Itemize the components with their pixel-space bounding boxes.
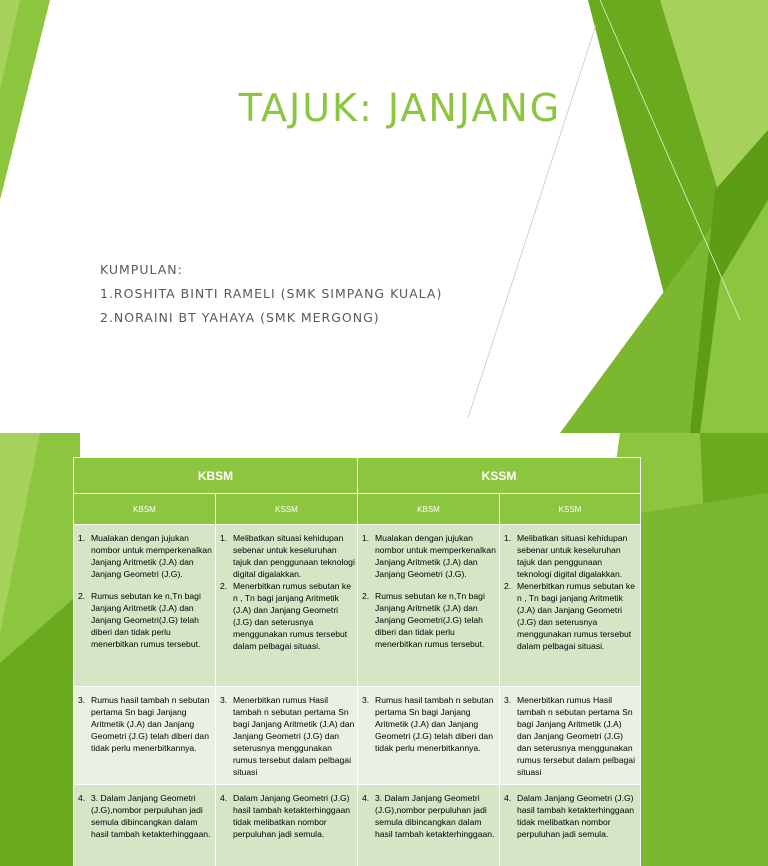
header-kssm: KSSM (358, 458, 641, 494)
member-2: 2.NORAINI BT YAHAYA (SMK MERGONG) (100, 310, 380, 325)
table-cell: 3. Rumus hasil tambah n sebutan pertama Sn bagi Janjang Aritmetik (J.A) dan Janjang Geometri (J.G) telah diberi dan tidak perlu menerbitkannya. (74, 687, 216, 785)
page-title: TAJUK: JANJANG (238, 86, 562, 130)
group-label: KUMPULAN: (100, 262, 183, 277)
group-members (100, 258, 442, 330)
table-cell: 3. Menerbitkan rumus Hasil tambah n sebutan pertama Sn bagi Janjang Aritmetik (J.A) dan Janjang Geometri (J.G) dan seterusnya menggunakan rumus tersebut dalam pelbagai situasi (216, 687, 358, 785)
subheader-kbsm-1: KBSM (74, 494, 216, 525)
table-cell: 4. Dalam Janjang Geometri (J.G) hasil tambah ketakterhinggaan tidak melibatkan nombor perpuluhan jadi semula. (216, 785, 358, 866)
table-cell: 1. Melibatkan situasi kehidupan sebenar untuk keseluruhan tajuk dan penggunaan teknologi digital digalakkan. 2. Menerbitkan rumus sebutan ke n , Tn bagi janjang Aritmetik (J.A) dan Janjang Geometri (J.G) dan seterusnya menggunakan rumus tersebut dalam pelbagai situasi. (500, 525, 641, 687)
header-kbsm: KBSM (74, 458, 358, 494)
table-cell: 4. 3. Dalam Janjang Geometri (J.G),nombor perpuluhan jadi semula dibincangkan dalam hasil tambah ketakterhinggaan. (74, 785, 216, 866)
table-cell: 1. Mualakan dengan jujukan nombor untuk memperkenalkan Janjang Aritmetik (J.A) dan Janjang Geometri (J.G). 2. Rumus sebutan ke n,Tn bagi Janjang Aritmetik (J.A) dan Janjang Geometri(J.G) telah diberi dan tidak perlu menerbitkan rumus tersebut. (358, 525, 500, 687)
table-cell: 3. Menerbitkan rumus Hasil tambah n sebutan pertama Sn bagi Janjang Aritmetik (J.A) dan Janjang Geometri (J.G) dan seterusnya menggunakan rumus tersebut dalam pelbagai situasi (500, 687, 641, 785)
subheader-kssm-2: KSSM (500, 494, 641, 525)
table-cell: 3. Rumus hasil tambah n sebutan pertama Sn bagi Janjang Aritmetik (J.A) dan Janjang Geometri (J.G) telah diberi dan tidak perlu menerbitkannya. (358, 687, 500, 785)
table-cell: 1. Mualakan dengan jujukan nombor untuk memperkenalkan Janjang Aritmetik (J.A) dan Janjang Geometri (J.G). 2. Rumus sebutan ke n,Tn bagi Janjang Aritmetik (J.A) dan Janjang Geometri(J.G) telah diberi dan tidak perlu menerbitkan rumus tersebut. (74, 525, 216, 687)
subheader-kbsm-2: KBSM (358, 494, 500, 525)
table-cell: 4. Dalam Janjang Geometri (J.G) hasil tambah ketakterhinggaan tidak melibatkan nombor perpuluhan jadi semula. (500, 785, 641, 866)
table-cell: 4. 3. Dalam Janjang Geometri (J.G),nombor perpuluhan jadi semula dibincangkan dalam hasil tambah ketakterhinggaan. (358, 785, 500, 866)
comparison-table (73, 457, 641, 866)
member-1: 1.ROSHITA BINTI RAMELI (SMK SIMPANG KUALA) (100, 286, 443, 301)
comparison-slide (0, 433, 768, 866)
table-cell: 1. Melibatkan situasi kehidupan sebenar untuk keseluruhan tajuk dan penggunaan teknologi digital digalakkan. 2. Menerbitkan rumus sebutan ke n , Tn bagi janjang Aritmetik (J.A) dan Janjang Geometri (J.G) dan seterusnya menggunakan rumus tersebut dalam pelbagai situasi. (216, 525, 358, 687)
subheader-kssm-1: KSSM (216, 494, 358, 525)
